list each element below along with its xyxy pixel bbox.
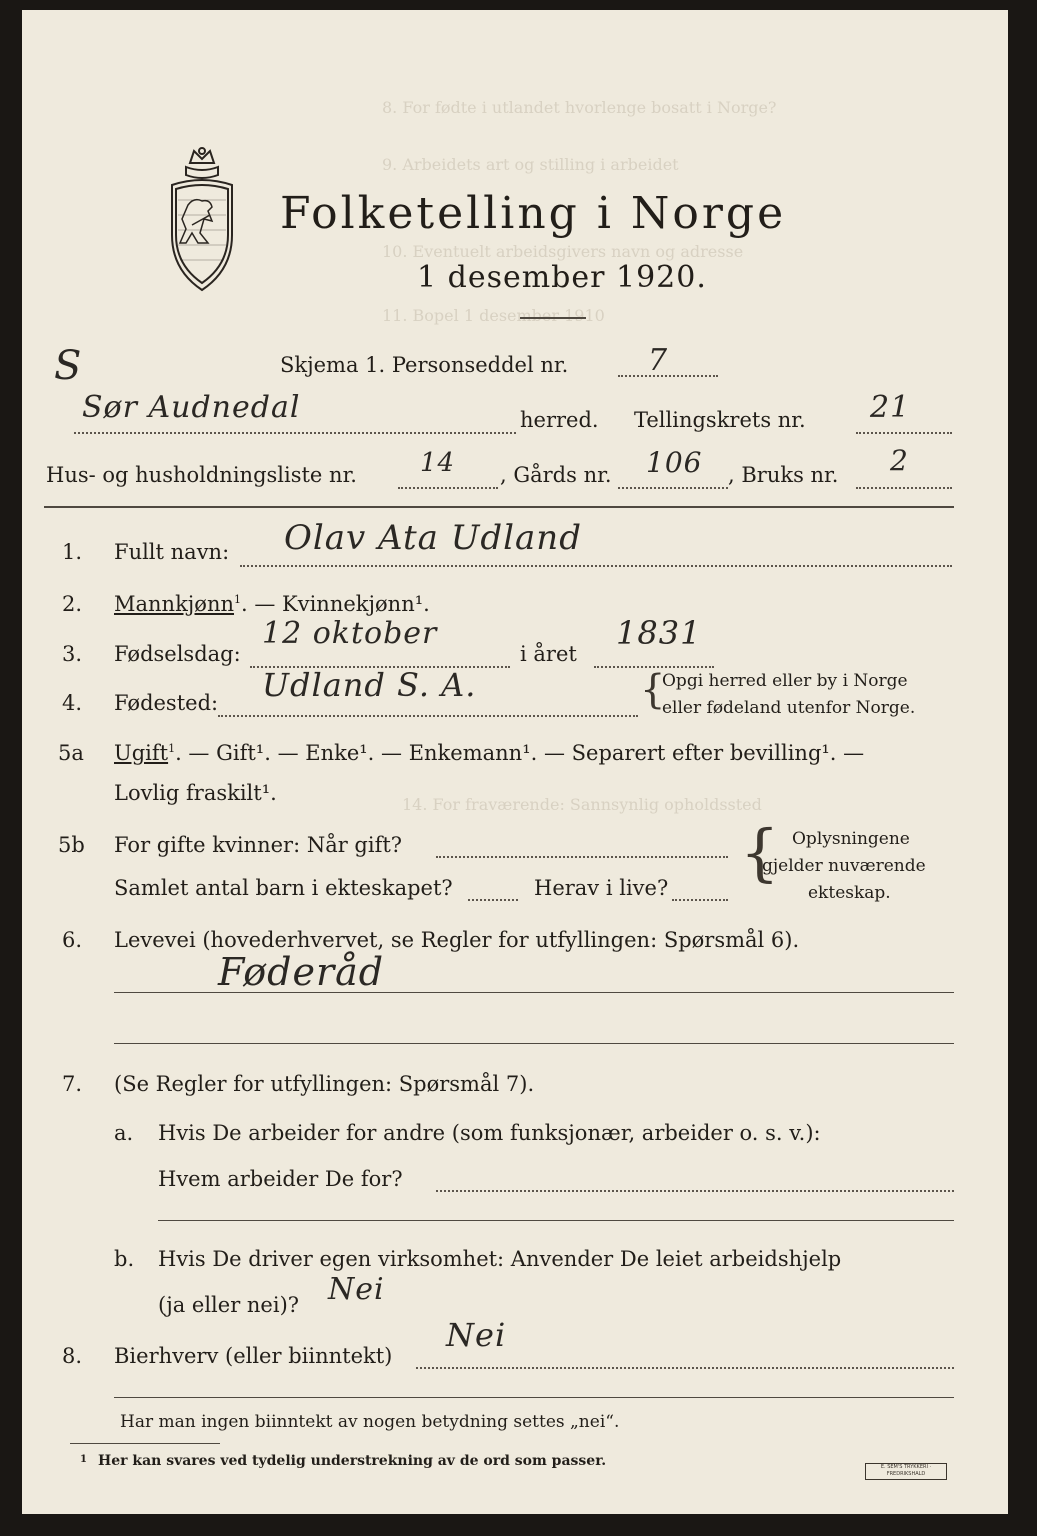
q6-line1 (114, 992, 954, 993)
bleed-through-text: 9. Arbeidets art og stilling i arbeidet (382, 155, 679, 174)
q8-line (416, 1367, 954, 1369)
q7a-line2 (158, 1220, 954, 1221)
q5a-options (114, 741, 864, 765)
q5b-note1: Oplysningene (792, 829, 910, 849)
tellingskrets-value: 21 (870, 390, 911, 425)
q7a-employer-line (436, 1190, 954, 1192)
q7b-value: Nei (328, 1272, 385, 1307)
q6-label: Levevei (hovederhvervet, se Regler for utfyllingen: Spørsmål 6). (114, 928, 800, 952)
q7-number: 7. (62, 1072, 83, 1096)
q2-mannkjonn-underlined: Mannkjønn (114, 592, 235, 616)
q5b-note2: gjelder nuværende (762, 856, 926, 876)
q8-number: 8. (62, 1344, 83, 1368)
q6-line2 (114, 1043, 954, 1044)
q1-number: 1. (62, 540, 83, 564)
bruks-value: 2 (890, 444, 909, 477)
q4-number: 4. (62, 691, 83, 715)
q1-full-name-value: Olav Ata Udland (284, 518, 582, 558)
q5a-ugift-underlined: Ugift (114, 741, 169, 765)
q6-number: 6. (62, 928, 83, 952)
bruks-label: , Bruks nr. (728, 463, 839, 487)
census-date: 1 desember 1920. (417, 260, 707, 295)
herred-handwriting-flourish: S (54, 343, 83, 389)
q4-note-line1: Opgi herred eller by i Norge (662, 671, 908, 691)
q7a-letter: a. (114, 1121, 134, 1145)
q5b-when-line (436, 856, 728, 858)
q5b-brace: { (740, 816, 780, 889)
q5b-label-when-married: For gifte kvinner: Når gift? (114, 833, 403, 857)
q8-label: Bierhverv (eller biinntekt) (114, 1344, 393, 1368)
gards-line (618, 487, 728, 489)
q5b-children-line (468, 899, 518, 901)
q5a-line2: Lovlig fraskilt¹. (114, 781, 277, 805)
skjema-label: Skjema 1. Personseddel nr. (280, 353, 569, 377)
herred-label: herred. (520, 408, 599, 432)
herred-value: Sør Audnedal (82, 390, 301, 425)
q4-label: Fødested: (114, 691, 219, 715)
footer-note: Har man ingen biinntekt av nogen betydning settes „nei“. (120, 1412, 620, 1432)
form-title: Folketelling i Norge (280, 188, 787, 239)
bleed-through-text: 8. For fødte i utlandet hvorlenge bosatt i Norge? (382, 98, 777, 117)
q4-birthplace-value: Udland S. A. (262, 666, 477, 704)
gards-value: 106 (646, 446, 703, 479)
tellingskrets-label: Tellingskrets nr. (634, 408, 806, 432)
q6-occupation-value: Føderåd (218, 950, 385, 994)
q1-label: Fullt navn: (114, 540, 230, 564)
herred-line (74, 432, 516, 434)
footnote-ref: 1 (234, 593, 242, 606)
q7a-text: Hvis De arbeider for andre (som funksjonær, arbeider o. s. v.): (158, 1121, 821, 1145)
bleed-through-text: 14. For fraværende: Sannsynlig opholdssted (402, 795, 762, 814)
footnote-text: Her kan svares ved tydelig understrekning av de ord som passer. (98, 1453, 607, 1469)
q5b-alive-line (672, 899, 728, 901)
q7b-letter: b. (114, 1247, 135, 1271)
printer-stamp: E. SEM'S TRYKKERI · FREDRIKSHALD (865, 1463, 947, 1480)
bleed-through-text: 11. Bopel 1 desember 1910 (382, 306, 605, 325)
hus-label: Hus- og husholdningsliste nr. (46, 463, 357, 487)
bleed-through-text: 10. Eventuelt arbeidsgivers navn og adresse (382, 242, 744, 261)
q7-label: (Se Regler for utfyllingen: Spørsmål 7). (114, 1072, 535, 1096)
footnote-divider (70, 1443, 220, 1444)
personseddel-nr-value: 7 (648, 343, 669, 378)
q5a-number: 5a (58, 741, 84, 765)
q5b-label-children: Samlet antal barn i ekteskapet? (114, 876, 453, 900)
q2-rest: . — Kvinnekjønn¹. (241, 592, 430, 616)
q7b-question: (ja eller nei)? (158, 1293, 300, 1317)
title-divider (520, 317, 586, 319)
q8-value: Nei (446, 1316, 507, 1354)
q5a-rest: . — Gift¹. — Enke¹. — Enkemann¹. — Separert efter bevilling¹. — (175, 741, 865, 765)
q2-options (114, 592, 430, 616)
q3-birthday-value: 12 oktober (262, 616, 438, 651)
q2-number: 2. (62, 592, 83, 616)
q4-brace: { (640, 667, 666, 713)
footnote-mark: 1 (80, 1454, 87, 1465)
q3-year-value: 1831 (616, 614, 702, 652)
census-form-page (22, 10, 1008, 1514)
hus-line (398, 487, 498, 489)
q3-label: Fødselsdag: (114, 642, 241, 666)
gards-label: , Gårds nr. (500, 463, 612, 487)
q8-line2 (114, 1397, 954, 1398)
q7b-text: Hvis De driver egen virksomhet: Anvender De leiet arbeidshjelp (158, 1247, 842, 1271)
q4-line (218, 715, 638, 717)
q1-line (240, 565, 952, 567)
header-separator (44, 506, 954, 508)
norway-coat-of-arms-icon (162, 145, 242, 295)
q3-number: 3. (62, 642, 83, 666)
q5b-label-alive: Herav i live? (534, 876, 669, 900)
q3-year-label: i året (520, 642, 577, 666)
hus-value: 14 (420, 448, 456, 478)
q7a-question: Hvem arbeider De for? (158, 1167, 403, 1191)
footnote-ref: 1 (168, 742, 176, 755)
tellingskrets-line (856, 432, 952, 434)
bruks-line (856, 487, 952, 489)
q4-note-line2: eller fødeland utenfor Norge. (662, 698, 916, 718)
q5b-number: 5b (58, 833, 85, 857)
q5b-note3: ekteskap. (808, 883, 891, 903)
